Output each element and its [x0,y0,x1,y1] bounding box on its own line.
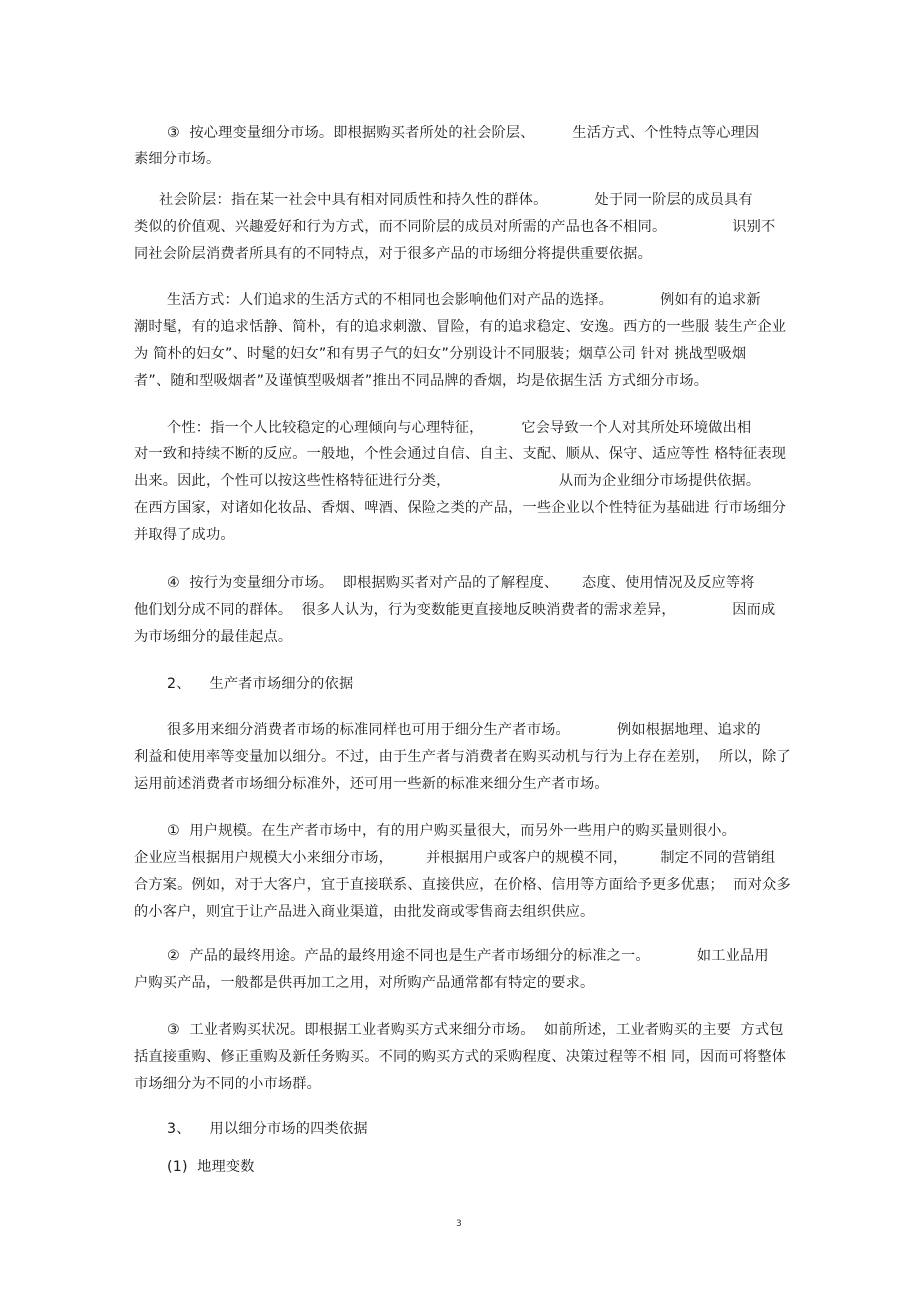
paragraph-line: 他们划分成不同的群体。 很多人认为，行为变数能更直接地反映消费者的需求差异， 因而成 [134,602,776,618]
paragraph-line: ③ 按心理变量细分市场。即根据购买者所处的社会阶层、 生活方式、个性特点等心理因 [167,125,760,141]
paragraph-line: 同社会阶层消费者所具有的不同特点，对于很多产品的市场细分将提供重要依据。 [134,246,652,262]
paragraph-line: 个性：指一个人比较稳定的心理倾向与心理特征， 它会导致一个人对其所处环境做出相 [167,420,752,436]
paragraph-line: 合方案。例如，对于大客户，宜于直接联系、直接供应，在价格、信用等方面给予更多优惠； 而对众多 [134,877,791,893]
paragraph-line: 的小客户，则宜于让产品进入商业渠道，由批发商或零售商去组织供应。 [134,904,595,920]
paragraph-line: 对一致和持续不断的反应。一般地，个性会通过自信、自主、支配、顺从、保守、适应等性 格特征表现 [134,446,787,462]
paragraph-line: ③ 工业者购买状况。即根据工业者购买方式来细分市场。 如前所述，工业者购买的主要 方式包 [167,1022,784,1038]
paragraph-line: 出来。因此，个性可以按这些性格特征进行分类， 从而为企业细分市场提供依据。 [134,473,761,489]
paragraph-line: ① 用户规模。在生产者市场中，有的用户购买量很大，而另外一些用户的购买量则很小。 [167,823,737,839]
paragraph-line: 素细分市场。 [134,151,221,167]
paragraph-line: 在西方国家，对诸如化妆品、香烟、啤酒、保险之类的产品，一些企业以个性特征为基础进 行市场细分 [134,500,787,516]
paragraph-line: 为市场细分的最佳起点。 [134,629,293,645]
paragraph-line: 潮时髦，有的追求恬静、简朴，有的追求刺激、冒险，有的追求稳定、安逸。西方的一些服 装生产企业 [134,319,787,335]
paragraph-line: 企业应当根据用户规模大小来细分市场， 并根据用户或客户的规模不同， 制定不同的营销组 [134,850,776,866]
page-number: 3 [456,1219,462,1229]
paragraph-line: 很多用来细分消费者市场的标准同样也可用于细分生产者市场。 例如根据地理、追求的 [167,722,761,738]
paragraph-line: 户购买产品，一般都是供再加工之用，对所购产品通常都有特定的要求。 [134,975,595,991]
paragraph-line: 并取得了成功。 [134,527,235,543]
section-heading: 3、 用以细分市场的四类依据 [167,1121,368,1137]
section-heading: 2、 生产者市场细分的依据 [167,676,354,692]
paragraph-line: 类似的价值观、兴趣爱好和行为方式，而不同阶层的成员对所需的产品也各不相同。 识别不 [134,219,776,235]
paragraph-line: 者”、随和型吸烟者”及谨慎型吸烟者”推出不同品牌的香烟，均是依据生活 方式细分市场。 [134,373,709,389]
paragraph-line: ② 产品的最终用途。产品的最终用途不同也是生产者市场细分的标准之一。 如工业品用 [167,948,769,964]
paragraph-line: 括直接重购、修正重购及新任务购买。不同的购买方式的采购程度、决策过程等不相 同，因而可将整体 [134,1049,787,1065]
paragraph-line: 市场细分为不同的小市场群。 [134,1076,322,1092]
paragraph-line: ④ 按行为变量细分市场。 即根据购买者对产品的了解程度、 态度、使用情况及反应等将 [167,575,755,591]
paragraph-line: 为 简朴的妇女”、时髦的妇女”和有男子气的妇女”分别设计不同服装；烟草公司 针对 挑战型吸烟 [134,346,747,362]
paragraph-line: 运用前述消费者市场细分标准外，还可用一些新的标准来细分生产者市场。 [134,776,609,792]
paragraph-line: 生活方式：人们追求的生活方式的不相同也会影响他们对产品的选择。 例如有的追求新 [167,292,761,308]
paragraph-line: (1) 地理变数 [167,1159,255,1175]
paragraph-line: 社会阶层：指在某一社会中具有相对同质性和持久性的群体。 处于同一阶层的成员具有 [159,192,753,208]
paragraph-line: 利益和使用率等变量加以细分。不过，由于生产者与消费者在购买动机与行为上存在差别， 所以，除了 [134,749,791,765]
